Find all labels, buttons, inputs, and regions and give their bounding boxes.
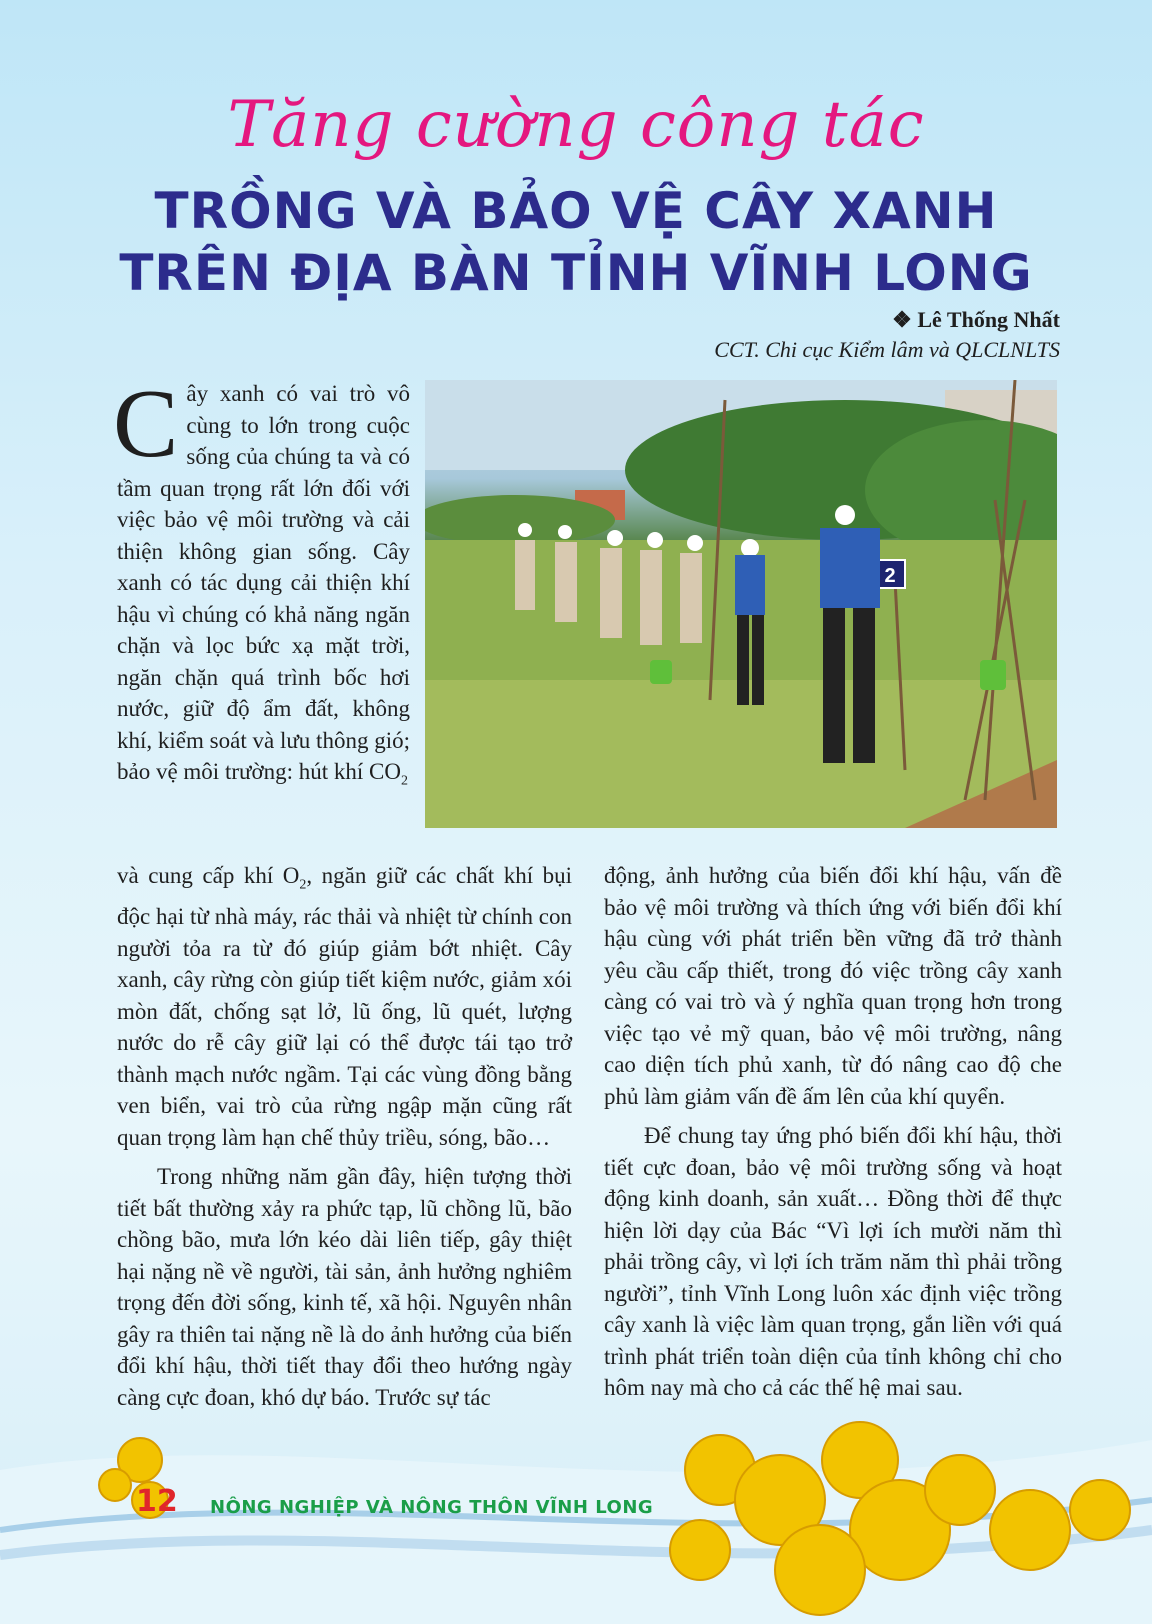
intro-continued-text-b: , ngăn giữ các chất khí bụi độc hại từ nhà máy, rác thải và nhiệt từ chính con người tỏa ra từ đó giúp giảm bớt nhiệt. Cây xanh, cây rừng còn giúp tiết kiệm nước, giảm xói mòn đất, chống sạt lở, lũ ống, lũ quét, lượng nước do rễ cây giữ lại có thể được tái tạo trở thành mạch nước ngầm. Tại các vùng đồng bằng ven biển, vai trò của rừng ngập mặn cũng rất quan trọng làm hạn chế thủy triều, sóng, bão… xyxy=(117,863,572,1150)
drop-cap: C xyxy=(113,370,179,478)
headline-line-2: TRÊN ĐỊA BÀN TỈNH VĨNH LONG xyxy=(119,244,1033,302)
paragraph-intro-continued xyxy=(117,860,572,1153)
column-left-top xyxy=(113,370,410,797)
paragraph-intro xyxy=(113,370,410,797)
page-number: 12 xyxy=(136,1484,178,1519)
intro-text: ây xanh có vai trò vô cùng to lớn trong cuộc sống của chúng ta và có tầm quan trọng rất lớn đối với việc bảo vệ môi trường và cải thiện không gian sống. Cây xanh có tác dụng cải thiện khí hậu vì chúng có khả năng ngăn chặn và lọc bức xạ mặt trời, ngăn chặn quá trình bốc hơi nước, giữ độ ẩm đất, không khí, kiểm soát và lưu thông gió; bảo vệ môi trường: hút khí CO xyxy=(117,381,410,784)
article-kicker: Tăng cường công tác xyxy=(227,88,925,162)
sign-number: 2 xyxy=(884,565,896,587)
paragraph-3: Để chung tay ứng phó biến đổi khí hậu, thời tiết cực đoan, bảo vệ môi trường sống và hoạt động kinh doanh, sản xuất… Đồng thời để thực hiện lời dạy của Bác “Vì lợi ích mười năm thì phải trồng cây, vì lợi ích trăm năm thì phải trồng người”, tỉnh Vĩnh Long luôn xác định việc trồng cây xanh là việc làm quan trọng, gắn liền với quá trình phát triển toàn diện của tỉnh không chỉ cho hôm nay mà cho cả các thế hệ mai sau. xyxy=(604,1123,1062,1400)
headline-line-1: TRỒNG VÀ BẢO VỆ CÂY XANH xyxy=(154,182,998,240)
column-right xyxy=(604,860,1062,1404)
article-headline xyxy=(0,180,1152,304)
byline xyxy=(714,305,1060,365)
tree-planting-illustration xyxy=(425,380,1057,828)
author-name: ❖ Lê Thống Nhất xyxy=(892,307,1060,332)
magazine-title: NÔNG NGHIỆP VÀ NÔNG THÔN VĨNH LONG xyxy=(210,1497,654,1518)
intro-continued-text-a: và cung cấp khí O xyxy=(117,863,300,888)
paragraph-2-continued: động, ảnh hưởng của biến đổi khí hậu, vấn đề bảo vệ môi trường và thích ứng với biến đổi khí hậu cùng với phát triển bền vững đã trở thành yêu cầu cấp thiết, trong đó việc trồng cây xanh càng có vai trò và ý nghĩa quan trọng hơn trong việc tạo vẻ mỹ quan, bảo vệ môi trường, nâng cao diện tích phủ xanh, từ đó nâng cao độ che phủ làm giảm vấn đề ấm lên của khí quyển. xyxy=(604,863,1062,1109)
article-photo xyxy=(425,380,1057,828)
author-role: CCT. Chi cục Kiểm lâm và QLCLNLTS xyxy=(714,337,1060,362)
subscript-2: 2 xyxy=(401,773,408,789)
subscript-o2: 2 xyxy=(299,877,307,893)
paragraph-2: Trong những năm gần đây, hiện tượng thời tiết bất thường xảy ra phức tạp, lũ chồng lũ, bão chồng bão, mưa lớn kéo dài liên tiếp, gây thiệt hại nặng nề về người, tài sản, ảnh hưởng nghiêm trọng đến đời sống, kinh tế, xã hội. Nguyên nhân gây ra thiên tai nặng nề là do ảnh hưởng của biến đổi khí hậu, thời tiết thay đổi theo hướng ngày càng cực đoan, khó dự báo. Trước sự tác xyxy=(117,1164,572,1410)
column-left xyxy=(117,860,572,1413)
